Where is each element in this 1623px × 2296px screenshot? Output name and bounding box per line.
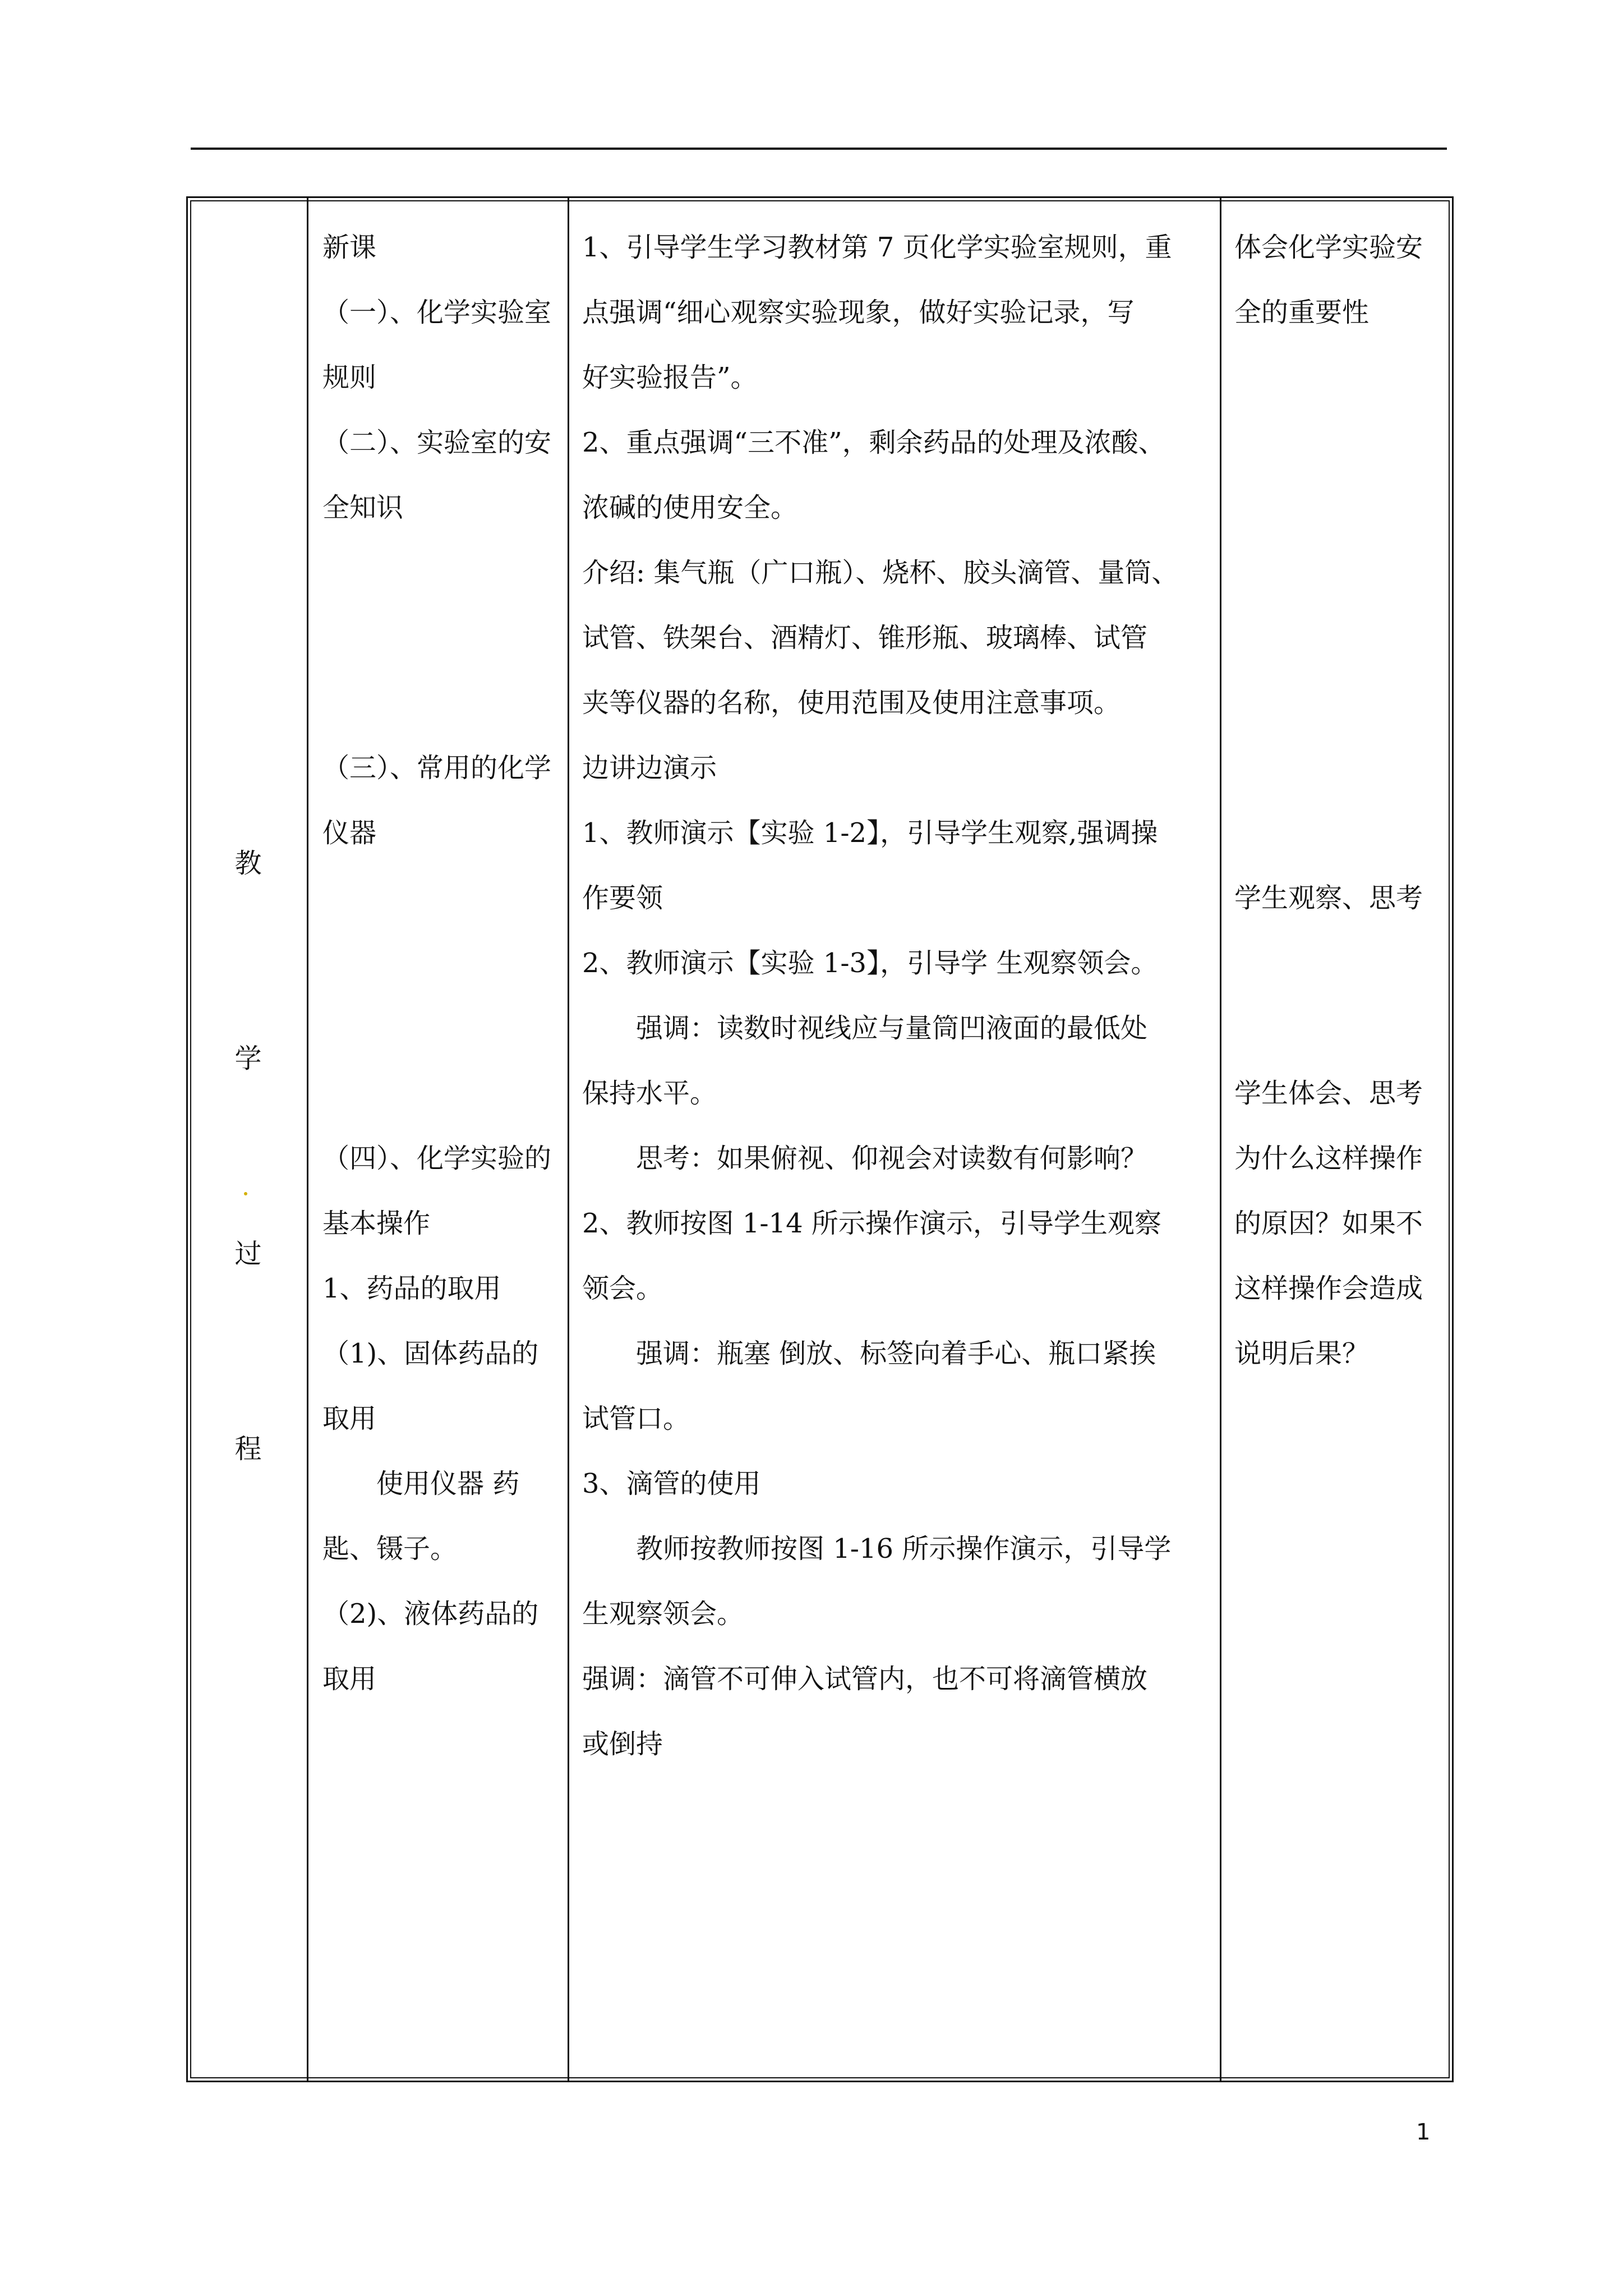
text-line: 仪器	[322, 817, 377, 849]
text-line	[1234, 931, 1450, 996]
text-line: （三）、常用的化学	[322, 752, 552, 784]
text-line: 体会化学实验安	[1234, 232, 1423, 263]
text-line	[1234, 540, 1450, 605]
text-line: 使用仪器 药	[322, 1468, 520, 1499]
student-activity-column	[1234, 215, 1450, 1386]
text-line: 好实验报告”。	[582, 362, 758, 393]
text-line: 为什么这样操作	[1234, 1143, 1423, 1174]
text-line: 学生观察、思考	[1234, 882, 1423, 914]
text-line: 1、药品的取用	[322, 1273, 501, 1304]
text-line	[1234, 605, 1450, 670]
text-line: （二）、实验室的安	[322, 427, 552, 458]
text-line: （2)、液体药品的	[322, 1598, 539, 1630]
topics-column	[322, 215, 558, 1711]
text-line: 这样操作会造成	[1234, 1273, 1423, 1304]
stage-label-char: 过	[234, 1238, 262, 1269]
teaching-methods-column	[582, 215, 1210, 1777]
text-line: 夹等仪器的名称，使用范围及使用注意事项。	[582, 687, 1121, 719]
text-line: 点强调“细心观察实验现象，做好实验记录，写	[582, 297, 1135, 328]
header-rule	[191, 148, 1447, 150]
text-line: 作要领	[582, 882, 663, 914]
text-line	[1234, 475, 1450, 540]
text-line: 保持水平。	[582, 1078, 717, 1109]
column-divider	[307, 198, 308, 2081]
text-line	[322, 931, 558, 996]
text-line	[1234, 800, 1450, 866]
text-line	[322, 996, 558, 1061]
text-line: 教师按教师按图 1-16 所示操作演示，引导学	[582, 1533, 1172, 1565]
text-line: 新课	[322, 232, 377, 263]
text-line: 说明后果？	[1234, 1338, 1370, 1369]
text-line	[322, 1061, 558, 1126]
text-line: 取用	[322, 1403, 377, 1434]
stage-label-char: 教	[234, 848, 262, 879]
text-line: 1、教师演示【实验 1-2】，引导学生观察,强调操	[582, 817, 1158, 849]
text-line: 试管、铁架台、酒精灯、锥形瓶、玻璃棒、试管	[582, 622, 1148, 654]
stage-label-char: 程	[234, 1433, 262, 1465]
text-line	[1234, 996, 1450, 1061]
page-number: 1	[1416, 2119, 1431, 2145]
text-line: 匙、镊子。	[322, 1533, 458, 1565]
text-line: 基本操作	[322, 1208, 431, 1239]
text-line: 强调：读数时视线应与量筒凹液面的最低处	[582, 1013, 1148, 1044]
text-line: 生观察领会。	[582, 1598, 744, 1630]
text-line: 2、教师按图 1-14 所示操作演示，引导学生观察	[582, 1208, 1161, 1239]
text-line: 思考：如果俯视、仰视会对读数有何影响？	[582, 1143, 1148, 1174]
text-line: （一）、化学实验室	[322, 297, 552, 328]
text-line: 学生体会、思考	[1234, 1078, 1423, 1109]
text-line: 规则	[322, 362, 377, 393]
text-line	[322, 605, 558, 670]
text-line: 1、引导学生学习教材第 7 页化学实验室规则，重	[582, 232, 1172, 263]
text-line: 全的重要性	[1234, 297, 1370, 328]
text-line	[322, 670, 558, 735]
text-line	[1234, 345, 1450, 410]
text-line	[322, 540, 558, 605]
text-line: 或倒持	[582, 1728, 663, 1760]
stage-dot	[244, 1192, 247, 1195]
text-line: 试管口。	[582, 1403, 690, 1434]
text-line: 全知识	[322, 492, 404, 523]
text-line: 强调：滴管不可伸入试管内，也不可将滴管横放	[582, 1663, 1148, 1695]
text-line: 强调：瓶塞 倒放、标签向着手心、瓶口紧挨	[582, 1338, 1156, 1369]
text-line: 取用	[322, 1663, 377, 1695]
lesson-plan-table	[186, 196, 1454, 2082]
text-line: （1)、固体药品的	[322, 1338, 539, 1369]
text-line: 浓碱的使用安全。	[582, 492, 798, 523]
text-line: 边讲边演示	[582, 752, 717, 784]
text-line: 2、教师演示【实验 1-3】，引导学 生观察领会。	[582, 947, 1158, 979]
text-line: （四）、化学实验的	[322, 1143, 552, 1174]
text-line	[322, 866, 558, 931]
text-line: 的原因？如果不	[1234, 1208, 1423, 1239]
text-line	[1234, 735, 1450, 800]
text-line: 2、重点强调“三不准”，剩余药品的处理及浓酸、	[582, 427, 1165, 458]
text-line	[1234, 410, 1450, 475]
text-line	[1234, 670, 1450, 735]
text-line: 介绍: 集气瓶（广口瓶）、烧杯、胶头滴管、量筒、	[582, 557, 1179, 588]
text-line: 领会。	[582, 1273, 663, 1304]
column-divider	[568, 198, 569, 2081]
column-divider	[1220, 198, 1221, 2081]
text-line: 3、滴管的使用	[582, 1468, 761, 1499]
stage-label-char: 学	[234, 1043, 262, 1074]
